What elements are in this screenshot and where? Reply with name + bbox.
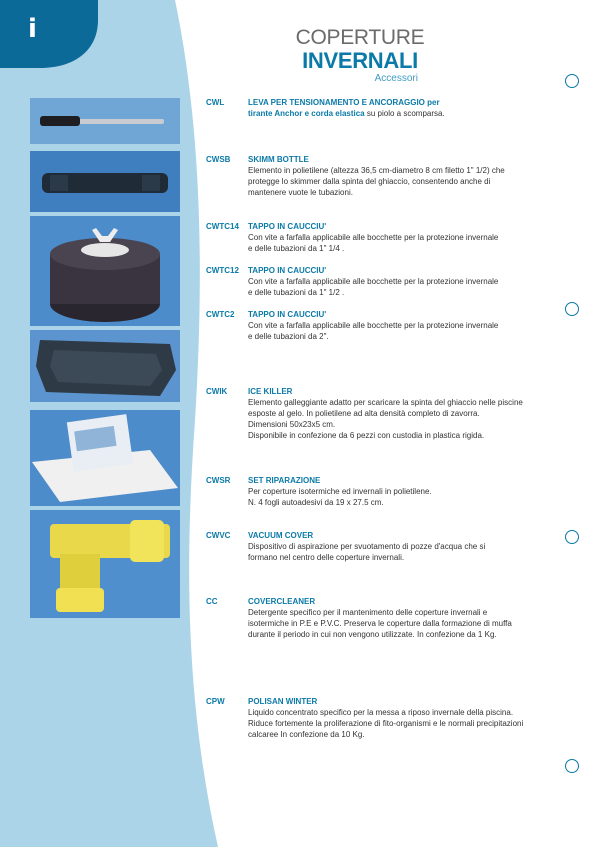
- product-code: CWSR: [206, 476, 231, 485]
- product-cwl: [248, 97, 548, 119]
- product-desc-line: calcaree In confezione da 10 Kg.: [248, 730, 365, 739]
- product-desc-line: durante il periodo in cui non vengono utilizzate. In confezione da 1 Kg.: [248, 630, 497, 639]
- product-cwtc14: [248, 221, 548, 254]
- photo-rubber-plug: [30, 216, 180, 326]
- product-code: CWSB: [206, 155, 231, 164]
- photo-skimm-bottle: [30, 151, 180, 212]
- product-desc-line: isotermiche in P.E e P.V.C. Preserva le coperture dalla formazione di muffa: [248, 619, 512, 628]
- product-desc-line: e delle tubazioni da 1" 1/4 .: [248, 244, 345, 253]
- product-code: CWVC: [206, 531, 231, 540]
- product-desc-line: Disponibile in confezione da 6 pezzi con custodia in plastica rigida.: [248, 431, 485, 440]
- product-cwik: [248, 386, 548, 441]
- product-desc-line: formano nel centro delle coperture invernali.: [248, 553, 405, 562]
- header-line-2: INVERNALI: [302, 48, 418, 73]
- product-desc-line: N. 4 fogli autoadesivi da 19 x 27.5 cm.: [248, 498, 384, 507]
- product-desc-line: Liquido concentrato specifico per la messa a riposo invernale della piscina.: [248, 708, 514, 717]
- product-code: CWTC2: [206, 310, 235, 319]
- product-desc-line: esposte al gelo. In polietilene ad alta densità completo di zavorra.: [248, 409, 480, 418]
- product-title-2: tirante Anchor e corda elastica: [248, 109, 365, 118]
- header-line-1: COPERTURE: [295, 26, 425, 49]
- product-desc-line: Per coperture isotermiche ed invernali in polietilene.: [248, 487, 432, 496]
- photo-vacuum-cover: [30, 510, 180, 618]
- binder-ring: [565, 74, 579, 88]
- product-cwvc: [248, 530, 548, 563]
- product-desc-line: e delle tubazioni da 2".: [248, 332, 329, 341]
- header-subtitle: Accessori: [374, 73, 418, 84]
- product-cpw: [248, 696, 548, 740]
- binder-ring: [565, 759, 579, 773]
- product-cwsr: [248, 475, 548, 508]
- product-title-rest: su piolo a scomparsa.: [364, 109, 445, 118]
- product-code: CWL: [206, 98, 225, 107]
- product-code: CPW: [206, 697, 225, 706]
- product-title: TAPPO IN CAUCCIU': [248, 222, 327, 231]
- product-title: SET RIPARAZIONE: [248, 476, 321, 485]
- product-desc-line: Detergente specifico per il mantenimento delle coperture invernali e: [248, 608, 488, 617]
- binder-ring: [565, 530, 579, 544]
- product-cc: [248, 596, 548, 640]
- info-icon: i: [28, 14, 37, 44]
- photo-repair-set: [30, 410, 180, 506]
- product-title: COVERCLEANER: [248, 597, 316, 606]
- product-code: CC: [206, 597, 218, 606]
- product-cwtc2: [248, 309, 548, 342]
- photo-lever: [30, 98, 180, 144]
- product-title: VACUUM COVER: [248, 531, 314, 540]
- page-header: [290, 26, 430, 84]
- product-desc-line: Dispositivo di aspirazione per svuotamento di pozze d'acqua che si: [248, 542, 486, 551]
- product-code: CWTC14: [206, 222, 239, 231]
- product-desc-line: Dimensioni 50x23x5 cm.: [248, 420, 336, 429]
- product-title: TAPPO IN CAUCCIU': [248, 266, 327, 275]
- product-desc-line: Con vite a farfalla applicabile alle bocchette per la protezione invernale: [248, 233, 499, 242]
- product-code: CWTC12: [206, 266, 239, 275]
- product-title: SKIMM BOTTLE: [248, 155, 309, 164]
- product-desc-line: Elemento galleggiante adatto per scaricare la spinta del ghiaccio nelle piscine: [248, 398, 523, 407]
- product-cwsb: [248, 154, 548, 198]
- product-desc-line: Riduce fortemente la proliferazione di fito-organismi e le normali precipitazioni: [248, 719, 524, 728]
- photo-ice-killer: [30, 330, 180, 402]
- product-title: TAPPO IN CAUCCIU': [248, 310, 327, 319]
- product-desc-line: mantenere vuote le tubazioni.: [248, 188, 353, 197]
- product-desc-line: Con vite a farfalla applicabile alle bocchette per la protezione invernale: [248, 321, 499, 330]
- product-desc-line: Elemento in polietilene (altezza 36,5 cm-diametro 8 cm filetto 1" 1/2) che: [248, 166, 505, 175]
- product-title: ICE KILLER: [248, 387, 293, 396]
- binder-ring: [565, 302, 579, 316]
- product-title: POLISAN WINTER: [248, 697, 318, 706]
- info-badge: [0, 0, 98, 70]
- product-code: CWIK: [206, 387, 228, 396]
- product-title: LEVA PER TENSIONAMENTO E ANCORAGGIO per: [248, 98, 440, 107]
- product-desc-line: Con vite a farfalla applicabile alle bocchette per la protezione invernale: [248, 277, 499, 286]
- product-desc-line: e delle tubazioni da 1" 1/2 .: [248, 288, 345, 297]
- product-cwtc12: [248, 265, 548, 298]
- product-desc-line: protegge lo skimmer dalla spinta del ghiaccio, consentendo anche di: [248, 177, 491, 186]
